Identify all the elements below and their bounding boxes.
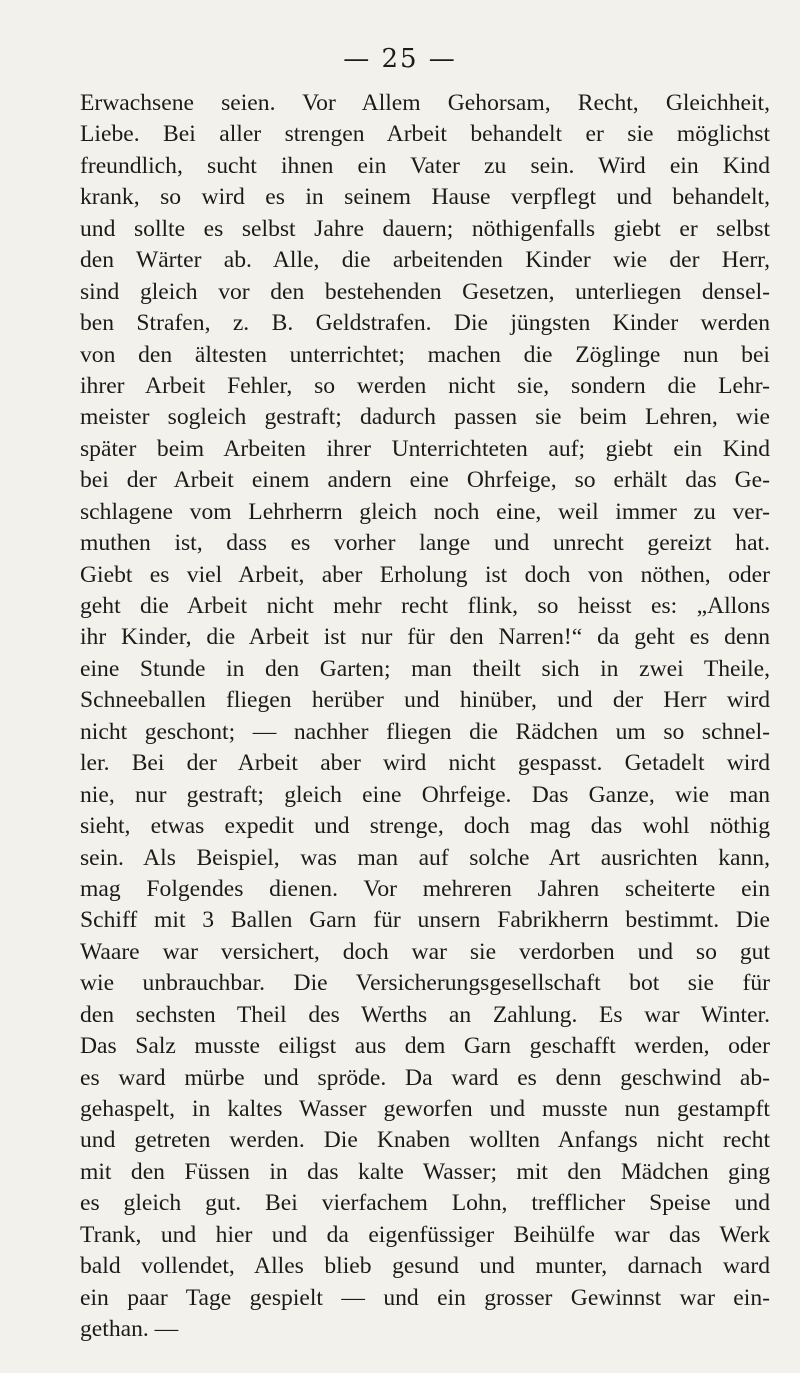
text-line: Schneeballen fliegen herüber und hinüber, und der Herr wird xyxy=(80,687,770,714)
text-line: freundlich, sucht ihnen ein Vater zu sein. Wird ein Kind xyxy=(80,152,770,179)
text-line: ler. Bei der Arbeit aber wird nicht gespasst. Getadelt wird xyxy=(80,750,770,777)
text-line: sein. Als Beispiel, was man auf solche Art ausrichten kann, xyxy=(80,844,770,871)
page-number: — 25 — xyxy=(343,44,457,74)
text-line: es gleich gut. Bei vierfachem Lohn, trefflicher Speise und xyxy=(80,1190,770,1217)
text-line: ihr Kinder, die Arbeit ist nur für den Narren!“ da geht es denn xyxy=(80,624,770,651)
text-line: muthen ist, dass es vorher lange und unrecht gereizt hat. xyxy=(80,530,770,557)
text-line: es ward mürbe und spröde. Da ward es denn geschwind ab- xyxy=(80,1064,770,1091)
text-line: Liebe. Bei aller strengen Arbeit behandelt er sie möglichst xyxy=(80,121,770,148)
text-line: nicht geschont; — nachher fliegen die Rädchen um so schnel- xyxy=(80,718,770,745)
text-line: wie unbrauchbar. Die Versicherungsgesellschaft bot sie für xyxy=(80,970,770,997)
text-line: den Wärter ab. Alle, die arbeitenden Kinder wie der Herr, xyxy=(80,247,770,274)
text-line: Das Salz musste eiligst aus dem Garn geschafft werden, oder xyxy=(80,1033,770,1060)
text-line: sieht, etwas expedit und strenge, doch mag das wohl nöthig xyxy=(80,813,770,840)
text-line: meister sogleich gestraft; dadurch passen sie beim Lehren, wie xyxy=(80,404,770,431)
text-line: bei der Arbeit einem andern eine Ohrfeige, so erhält das Ge- xyxy=(80,467,770,494)
text-line: mag Folgendes dienen. Vor mehreren Jahren scheiterte ein xyxy=(80,875,770,902)
text-line: ihrer Arbeit Fehler, so werden nicht sie, sondern die Lehr- xyxy=(80,372,770,399)
body-text xyxy=(80,88,770,1346)
text-line: nie, nur gestraft; gleich eine Ohrfeige. Das Ganze, wie man xyxy=(80,781,770,808)
text-line: schlagene vom Lehrherrn gleich noch eine, weil immer zu ver- xyxy=(80,498,770,525)
text-line: Giebt es viel Arbeit, aber Erholung ist doch von nöthen, oder xyxy=(80,561,770,588)
text-line: eine Stunde in den Garten; man theilt sich in zwei Theile, xyxy=(80,655,770,682)
text-line: von den ältesten unterrichtet; machen die Zöglinge nun bei xyxy=(80,341,770,368)
text-line: Waare war versichert, doch war sie verdorben und so gut xyxy=(80,938,770,965)
text-line: krank, so wird es in seinem Hause verpflegt und behandelt, xyxy=(80,184,770,211)
text-line: ein paar Tage gespielt — und ein grosser Gewinnst war ein- xyxy=(80,1284,770,1311)
text-line: mit den Füssen in das kalte Wasser; mit den Mädchen ging xyxy=(80,1158,770,1185)
text-line: Erwachsene seien. Vor Allem Gehorsam, Recht, Gleichheit, xyxy=(80,90,770,116)
text-line: geht die Arbeit nicht mehr recht flink, so heisst es: „Allons xyxy=(80,593,770,619)
text-line: ben Strafen, z. B. Geldstrafen. Die jüngsten Kinder werden xyxy=(80,310,770,337)
text-line: Trank, und hier und da eigenfüssiger Beihülfe war das Werk xyxy=(80,1221,770,1248)
text-line: bald vollendet, Alles blieb gesund und munter, darnach ward xyxy=(80,1253,770,1280)
text-line: gehaspelt, in kaltes Wasser geworfen und musste nun gestampft xyxy=(80,1096,770,1122)
text-line: und getreten werden. Die Knaben wollten Anfangs nicht recht xyxy=(80,1127,770,1154)
text-line: später beim Arbeiten ihrer Unterrichteten auf; giebt ein Kind xyxy=(80,435,770,462)
text-line: gethan. — xyxy=(80,1316,179,1343)
text-line: Schiff mit 3 Ballen Garn für unsern Fabrikherrn bestimmt. Die xyxy=(80,907,770,934)
text-line: und sollte es selbst Jahre dauern; nöthigenfalls giebt er selbst xyxy=(80,215,770,242)
text-line: den sechsten Theil des Werths an Zahlung. Es war Winter. xyxy=(80,1001,770,1028)
text-line: sind gleich vor den bestehenden Gesetzen, unterliegen densel- xyxy=(80,278,770,305)
